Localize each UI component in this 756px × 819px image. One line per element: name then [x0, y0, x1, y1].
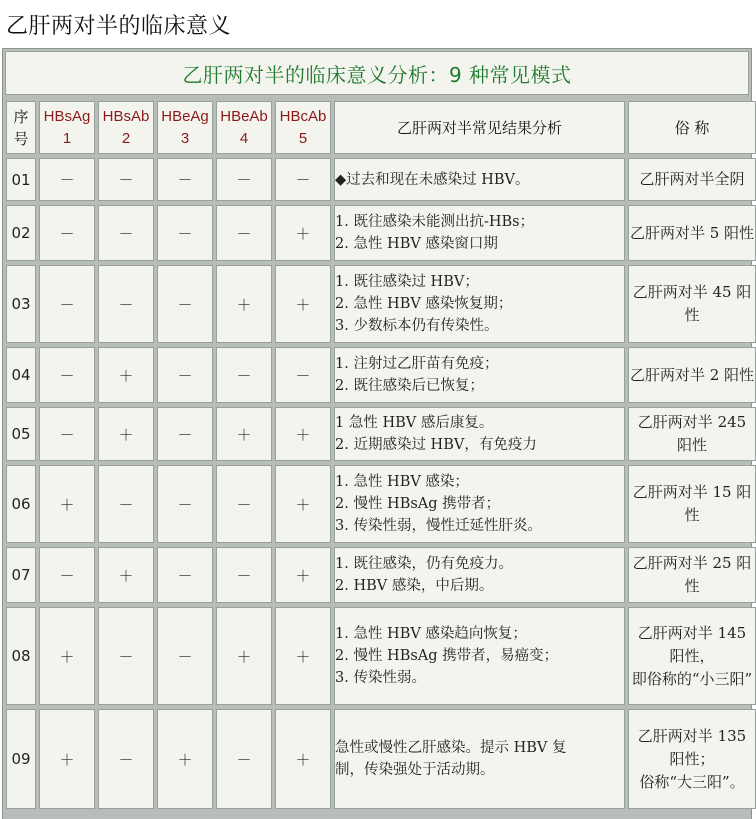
- result-hbeab: －: [216, 465, 272, 543]
- result-hbeag: －: [157, 465, 213, 543]
- result-hbcab: ＋: [275, 407, 331, 461]
- result-hbeag: －: [157, 607, 213, 705]
- result-hbeag: －: [157, 547, 213, 603]
- result-hbeag: －: [157, 407, 213, 461]
- result-hbsab: －: [98, 465, 154, 543]
- nickname-line: 乙肝两对半 15 阳性: [632, 483, 752, 524]
- analysis-line: ◆过去和现在未感染过 HBV。: [335, 171, 530, 188]
- analysis-line: 1. 既往感染，仍有免疫力。: [335, 556, 513, 572]
- result-hbsab: －: [98, 205, 154, 261]
- nickname-line: 乙肝两对半 25 阳性: [632, 554, 752, 595]
- analysis-line: 2. 急性 HBV 感染恢复期；: [335, 296, 513, 312]
- result-analysis: [334, 158, 625, 201]
- result-hbeag: ＋: [157, 709, 213, 809]
- result-hbsag: －: [39, 265, 95, 343]
- result-hbcab: ＋: [275, 607, 331, 705]
- results-table: [3, 97, 756, 813]
- analysis-line: 1. 急性 HBV 感染；: [335, 474, 469, 490]
- analysis-line: 1 急性 HBV 感后康复。: [335, 415, 494, 431]
- result-analysis: [334, 547, 625, 603]
- result-hbeab: －: [216, 205, 272, 261]
- result-hbeab: －: [216, 709, 272, 809]
- result-nickname: [628, 265, 756, 343]
- result-hbsab: ＋: [98, 347, 154, 403]
- analysis-line: 1. 既往感染未能测出抗-HBs；: [335, 214, 535, 230]
- result-hbeag: －: [157, 347, 213, 403]
- row-number: 04: [6, 347, 36, 403]
- result-analysis: [334, 265, 625, 343]
- result-hbeab: ＋: [216, 265, 272, 343]
- analysis-line: 2. 近期感染过 HBV，有免疫力: [335, 437, 537, 453]
- header-hbeag: HBeAg 3: [157, 101, 213, 154]
- row-number: 07: [6, 547, 36, 603]
- result-hbsab: －: [98, 158, 154, 201]
- result-hbsab: －: [98, 709, 154, 809]
- analysis-line: 3. 少数标本仍有传染性。: [335, 318, 499, 334]
- result-analysis: [334, 607, 625, 705]
- result-nickname: [628, 547, 756, 603]
- result-hbeab: －: [216, 547, 272, 603]
- result-hbsag: ＋: [39, 465, 95, 543]
- result-hbeab: －: [216, 158, 272, 201]
- result-analysis: [334, 465, 625, 543]
- result-hbeab: －: [216, 347, 272, 403]
- row-number: 03: [6, 265, 36, 343]
- header-hbsab: HBsAb 2: [98, 101, 154, 154]
- header-seq: 序 号: [6, 101, 36, 154]
- result-hbcab: －: [275, 158, 331, 201]
- result-nickname: [628, 465, 756, 543]
- result-hbcab: ＋: [275, 265, 331, 343]
- table-body: [6, 158, 756, 809]
- result-hbcab: ＋: [275, 205, 331, 261]
- result-hbsab: ＋: [98, 407, 154, 461]
- result-hbsag: －: [39, 158, 95, 201]
- result-nickname: [628, 607, 756, 705]
- result-hbcab: ＋: [275, 709, 331, 809]
- table-row: [6, 607, 756, 705]
- result-analysis: [334, 347, 625, 403]
- analysis-line: 2. 既往感染后已恢复；: [335, 378, 484, 394]
- table-row: [6, 407, 756, 461]
- results-table-frame: [2, 48, 755, 819]
- result-analysis: [334, 407, 625, 461]
- row-number: 06: [6, 465, 36, 543]
- row-number: 08: [6, 607, 36, 705]
- result-hbsab: ＋: [98, 547, 154, 603]
- header-hbcab: HBcAb 5: [275, 101, 331, 154]
- result-analysis: [334, 709, 625, 809]
- analysis-line: 3. 传染性弱。: [335, 670, 426, 686]
- result-hbsab: －: [98, 265, 154, 343]
- page-title: 乙肝两对半的临床意义: [6, 14, 232, 39]
- row-number: 09: [6, 709, 36, 809]
- result-nickname: [628, 709, 756, 809]
- header-row: [6, 101, 756, 154]
- result-hbeag: －: [157, 158, 213, 201]
- nickname-line: 乙肝两对半 5 阳性: [629, 223, 755, 242]
- result-hbsag: ＋: [39, 607, 95, 705]
- result-analysis: [334, 205, 625, 261]
- table-banner: 乙肝两对半的临床意义分析：9 种常见模式: [5, 51, 749, 95]
- result-hbeag: －: [157, 265, 213, 343]
- row-number: 05: [6, 407, 36, 461]
- result-nickname: [628, 407, 756, 461]
- result-hbsag: －: [39, 407, 95, 461]
- result-hbeab: ＋: [216, 607, 272, 705]
- analysis-line: 1. 既往感染过 HBV；: [335, 274, 479, 290]
- table-row: [6, 709, 756, 809]
- header-analysis: 乙肝两对半常见结果分析: [334, 101, 625, 154]
- row-number: 02: [6, 205, 36, 261]
- analysis-line: 2. HBV 感染，中后期。: [335, 578, 494, 594]
- analysis-line: 制，传染强处于活动期。: [335, 762, 495, 778]
- header-nickname: 俗 称: [628, 101, 756, 154]
- header-hbsag: HBsAg 1: [39, 101, 95, 154]
- result-hbcab: ＋: [275, 547, 331, 603]
- analysis-line: 1. 急性 HBV 感染趋向恢复；: [335, 626, 527, 642]
- table-row: [6, 205, 756, 261]
- nickname-line: 乙肝两对半全阴: [639, 170, 745, 188]
- result-hbsag: －: [39, 547, 95, 603]
- result-nickname: [628, 205, 756, 261]
- table-row: [6, 158, 756, 201]
- result-hbcab: ＋: [275, 465, 331, 543]
- analysis-line: 2. 慢性 HBsAg 携带者；: [335, 496, 501, 512]
- table-row: [6, 265, 756, 343]
- result-nickname: [628, 347, 756, 403]
- analysis-line: 1. 注射过乙肝苗有免疫；: [335, 356, 499, 372]
- analysis-line: 2. 慢性 HBsAg 携带者，易癌变；: [335, 648, 559, 664]
- analysis-line: 3. 传染性弱，慢性迁延性肝炎。: [335, 518, 542, 534]
- result-hbcab: －: [275, 347, 331, 403]
- result-hbsag: －: [39, 347, 95, 403]
- nickname-line: 乙肝两对半 2 阳性: [629, 365, 755, 384]
- nickname-line: 俗称“大三阳”。: [639, 772, 745, 791]
- nickname-line: 乙肝两对半 245 阳性: [637, 413, 747, 454]
- table-row: [6, 347, 756, 403]
- analysis-line: 急性或慢性乙肝感染。提示 HBV 复: [335, 740, 567, 756]
- nickname-line: 乙肝两对半 45 阳性: [632, 283, 752, 324]
- nickname-line: 即俗称的“小三阳”: [631, 669, 753, 688]
- result-nickname: [628, 158, 756, 201]
- result-hbsag: ＋: [39, 709, 95, 809]
- result-hbeab: ＋: [216, 407, 272, 461]
- nickname-line: 乙肝两对半 135 阳性；: [637, 726, 747, 768]
- result-hbsab: －: [98, 607, 154, 705]
- table-row: [6, 547, 756, 603]
- header-hbeab: HBeAb 4: [216, 101, 272, 154]
- result-hbeag: －: [157, 205, 213, 261]
- table-row: [6, 465, 756, 543]
- analysis-line: 2. 急性 HBV 感染窗口期: [335, 236, 498, 252]
- row-number: 01: [6, 158, 36, 201]
- result-hbsag: －: [39, 205, 95, 261]
- nickname-line: 乙肝两对半 145 阳性，: [637, 623, 747, 665]
